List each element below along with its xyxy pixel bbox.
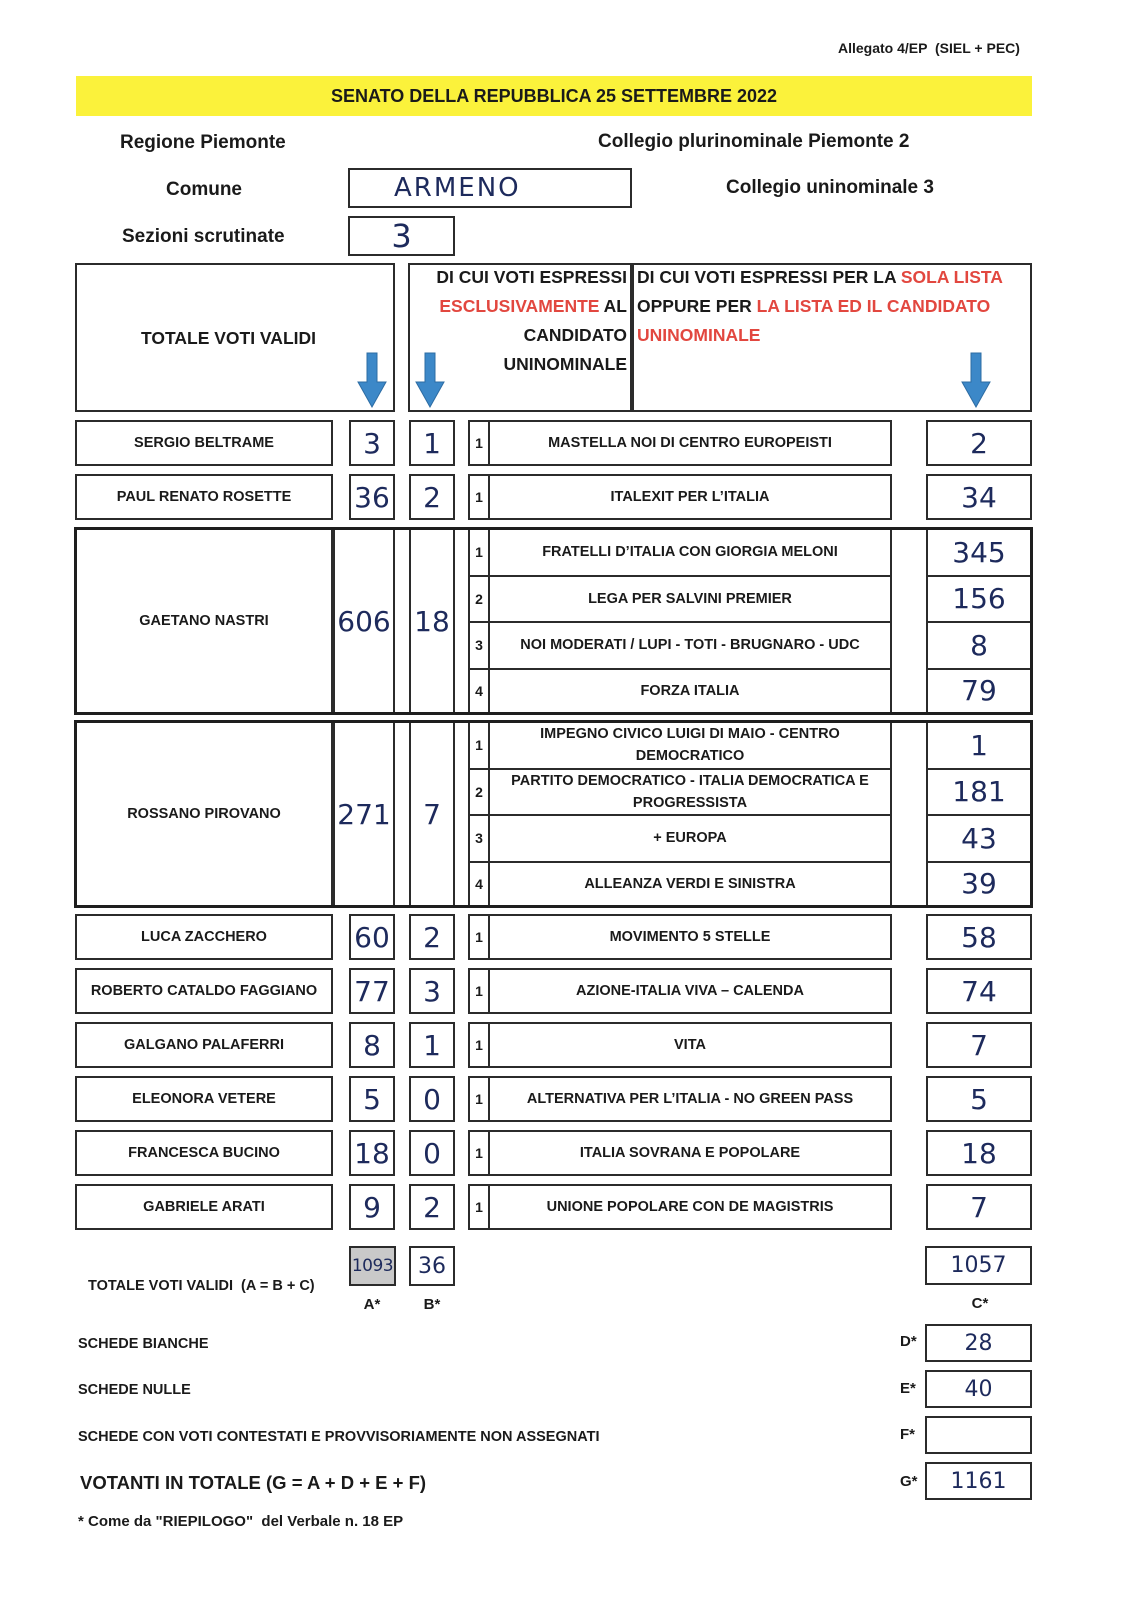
candidate-name: FRANCESCA BUCINO bbox=[75, 1130, 333, 1176]
total-a-tag: A* bbox=[363, 1296, 381, 1313]
header-highlight-text: ESCLUSIVAMENTE bbox=[439, 296, 600, 316]
total-votes-a: 77 bbox=[349, 968, 395, 1014]
list-number: 4 bbox=[470, 670, 490, 713]
total-votes-a: 5 bbox=[349, 1076, 395, 1122]
voters-total-tag: G* bbox=[900, 1473, 918, 1490]
sections-value: 3 bbox=[391, 217, 412, 255]
header-candidate-only-line bbox=[410, 292, 627, 321]
candidate-only-votes-b: 2 bbox=[409, 1184, 455, 1230]
list-row bbox=[468, 668, 892, 715]
down-arrow-icon bbox=[415, 352, 445, 408]
municipality-value: ARMENO bbox=[394, 173, 521, 203]
list-number: 2 bbox=[470, 770, 490, 815]
candidate-only-votes-b: 0 bbox=[409, 1076, 455, 1122]
list-name: IMPEGNO CIVICO LUIGI DI MAIO - CENTRO DEMOCRATICO bbox=[540, 726, 840, 765]
candidate-only-votes-b: 3 bbox=[409, 968, 455, 1014]
list-name: NOI MODERATI / LUPI - TOTI - BRUGNARO - UDC bbox=[520, 637, 860, 654]
candidate-name: PAUL RENATO ROSETTE bbox=[75, 474, 333, 520]
voters-total-value: 1161 bbox=[950, 1468, 1007, 1494]
header-text: AL bbox=[599, 296, 627, 316]
candidate-only-votes-b: 7 bbox=[409, 721, 455, 907]
list-name: LEGA PER SALVINI PREMIER bbox=[588, 590, 792, 607]
list-row bbox=[468, 420, 892, 466]
candidate-name: ROBERTO CATALDO FAGGIANO bbox=[75, 968, 333, 1014]
down-arrow-icon bbox=[961, 352, 991, 408]
header-highlight-text: LA LISTA ED IL CANDIDATO bbox=[756, 296, 991, 316]
total-votes-a: 3 bbox=[349, 420, 395, 466]
total-b-field bbox=[409, 1246, 455, 1286]
total-a-value: 1093 bbox=[351, 1256, 394, 1276]
list-row bbox=[468, 528, 892, 577]
list-number: 1 bbox=[470, 723, 490, 768]
list-name: + EUROPA bbox=[653, 830, 727, 847]
contested-ballots-field bbox=[925, 1416, 1032, 1454]
null-ballots-label: SCHEDE NULLE bbox=[78, 1382, 191, 1398]
list-number: 1 bbox=[470, 1132, 490, 1174]
list-votes-c: 34 bbox=[926, 474, 1032, 520]
list-votes-c: 345 bbox=[926, 528, 1032, 577]
totals-label: TOTALE VOTI VALIDI (A = B + C) bbox=[88, 1278, 315, 1294]
total-votes-a: 271 bbox=[333, 721, 395, 907]
total-votes-a: 60 bbox=[349, 914, 395, 960]
total-b-tag: B* bbox=[423, 1296, 441, 1313]
list-votes-c: 181 bbox=[926, 768, 1032, 817]
total-b-value: 36 bbox=[418, 1253, 446, 1279]
list-row bbox=[468, 861, 892, 908]
header-list-votes-line bbox=[637, 292, 1030, 321]
list-row bbox=[468, 1130, 892, 1176]
list-votes-c: 156 bbox=[926, 575, 1032, 624]
header-candidate-only-line: CANDIDATO bbox=[523, 325, 627, 345]
list-number: 2 bbox=[470, 577, 490, 622]
list-name: FRATELLI D’ITALIA CON GIORGIA MELONI bbox=[542, 544, 838, 561]
sections-label: Sezioni scrutinate bbox=[122, 226, 285, 247]
null-ballots-field bbox=[925, 1370, 1032, 1408]
total-votes-a: 18 bbox=[349, 1130, 395, 1176]
list-name: MASTELLA NOI DI CENTRO EUROPEISTI bbox=[548, 435, 832, 451]
list-votes-c: 58 bbox=[926, 914, 1032, 960]
list-name: MOVIMENTO 5 STELLE bbox=[609, 929, 771, 945]
blank-ballots-field bbox=[925, 1324, 1032, 1362]
list-row bbox=[468, 721, 892, 770]
list-votes-c: 79 bbox=[926, 668, 1032, 715]
candidate-only-votes-b: 2 bbox=[409, 914, 455, 960]
candidate-only-votes-b: 18 bbox=[409, 528, 455, 714]
list-row bbox=[468, 768, 892, 817]
list-number: 3 bbox=[470, 816, 490, 861]
list-row bbox=[468, 474, 892, 520]
list-number: 1 bbox=[470, 530, 490, 575]
list-votes-c: 1 bbox=[926, 721, 1032, 770]
list-number: 4 bbox=[470, 863, 490, 906]
list-row bbox=[468, 1076, 892, 1122]
total-c-tag: C* bbox=[971, 1295, 989, 1312]
list-name: VITA bbox=[674, 1037, 706, 1053]
list-name: FORZA ITALIA bbox=[640, 682, 740, 699]
header-candidate-only-line: UNINOMINALE bbox=[503, 354, 627, 374]
list-row bbox=[468, 1184, 892, 1230]
header-list-votes-line: UNINOMINALE bbox=[637, 325, 761, 345]
title-banner bbox=[76, 76, 1032, 116]
down-arrow-icon bbox=[357, 352, 387, 408]
list-name: AZIONE-ITALIA VIVA – CALENDA bbox=[576, 983, 804, 999]
header-text: OPPURE PER bbox=[637, 296, 757, 316]
list-row bbox=[468, 1022, 892, 1068]
list-votes-c: 2 bbox=[926, 420, 1032, 466]
list-number: 1 bbox=[470, 1078, 490, 1120]
candidate-name: ROSSANO PIROVANO bbox=[75, 721, 333, 907]
list-votes-c: 5 bbox=[926, 1076, 1032, 1122]
blank-ballots-label: SCHEDE BIANCHE bbox=[78, 1336, 209, 1352]
municipality-label: Comune bbox=[166, 179, 242, 200]
candidate-only-votes-b: 1 bbox=[409, 420, 455, 466]
list-name: ALLEANZA VERDI E SINISTRA bbox=[584, 875, 796, 892]
candidate-name: SERGIO BELTRAME bbox=[75, 420, 333, 466]
list-row bbox=[468, 814, 892, 863]
list-row bbox=[468, 968, 892, 1014]
list-votes-c: 7 bbox=[926, 1022, 1032, 1068]
single-college-label: Collegio uninominale 3 bbox=[726, 177, 934, 198]
footnote: * Come da "RIEPILOGO" del Verbale n. 18 EP bbox=[78, 1513, 404, 1530]
contested-ballots-label: SCHEDE CON VOTI CONTESTATI E PROVVISORIAMENTE NON ASSEGNATI bbox=[78, 1429, 600, 1445]
candidate-only-votes-b: 2 bbox=[409, 474, 455, 520]
total-votes-a: 36 bbox=[349, 474, 395, 520]
blank-ballots-value: 28 bbox=[964, 1330, 993, 1356]
sections-field bbox=[348, 216, 455, 256]
header-candidate-only-line: DI CUI VOTI ESPRESSI bbox=[436, 267, 627, 287]
header-list-votes-line bbox=[637, 263, 1030, 292]
total-c-value: 1057 bbox=[950, 1253, 1007, 1278]
list-votes-c: 43 bbox=[926, 814, 1032, 863]
list-number: 3 bbox=[470, 623, 490, 668]
list-row bbox=[468, 621, 892, 670]
region-label: Regione Piemonte bbox=[120, 132, 286, 153]
candidate-name: GABRIELE ARATI bbox=[75, 1184, 333, 1230]
candidate-only-votes-b: 0 bbox=[409, 1130, 455, 1176]
candidate-name: GALGANO PALAFERRI bbox=[75, 1022, 333, 1068]
header-text: DI CUI VOTI ESPRESSI PER LA bbox=[637, 267, 901, 287]
candidate-name: ELEONORA VETERE bbox=[75, 1076, 333, 1122]
total-votes-a: 606 bbox=[333, 528, 395, 714]
list-number: 1 bbox=[470, 476, 490, 518]
null-ballots-value: 40 bbox=[964, 1376, 993, 1402]
voters-total-field bbox=[925, 1462, 1032, 1500]
plural-college-label: Collegio plurinominale Piemonte 2 bbox=[598, 131, 910, 152]
list-number: 1 bbox=[470, 970, 490, 1012]
total-a-field bbox=[349, 1246, 396, 1286]
list-votes-c: 7 bbox=[926, 1184, 1032, 1230]
header-total-valid-label: TOTALE VOTI VALIDI bbox=[141, 328, 316, 348]
list-votes-c: 39 bbox=[926, 861, 1032, 908]
list-name: PARTITO DEMOCRATICO - ITALIA DEMOCRATICA E PROGRESSISTA bbox=[511, 772, 869, 811]
list-number: 1 bbox=[470, 916, 490, 958]
list-votes-c: 18 bbox=[926, 1130, 1032, 1176]
list-number: 1 bbox=[470, 1024, 490, 1066]
list-votes-c: 8 bbox=[926, 621, 1032, 670]
list-name: UNIONE POPOLARE CON DE MAGISTRIS bbox=[546, 1199, 834, 1215]
contested-ballots-tag: F* bbox=[900, 1426, 915, 1443]
municipality-field bbox=[348, 168, 632, 208]
list-votes-c: 74 bbox=[926, 968, 1032, 1014]
list-name: ITALIA SOVRANA E POPOLARE bbox=[579, 1145, 801, 1161]
attachment-label: Allegato 4/EP (SIEL + PEC) bbox=[838, 40, 1020, 56]
candidate-name: LUCA ZACCHERO bbox=[75, 914, 333, 960]
blank-ballots-tag: D* bbox=[900, 1333, 917, 1350]
list-number: 1 bbox=[470, 422, 490, 464]
candidate-only-votes-b: 1 bbox=[409, 1022, 455, 1068]
list-row bbox=[468, 914, 892, 960]
total-votes-a: 9 bbox=[349, 1184, 395, 1230]
list-row bbox=[468, 575, 892, 624]
total-c-field bbox=[925, 1246, 1032, 1285]
list-name: ITALEXIT PER L’ITALIA bbox=[610, 489, 770, 505]
voters-total-label: VOTANTI IN TOTALE (G = A + D + E + F) bbox=[80, 1472, 427, 1493]
header-total-valid bbox=[75, 263, 395, 412]
list-name: ALTERNATIVA PER L’ITALIA - NO GREEN PASS bbox=[526, 1091, 854, 1107]
total-votes-a: 8 bbox=[349, 1022, 395, 1068]
list-number: 1 bbox=[470, 1186, 490, 1228]
candidate-name: GAETANO NASTRI bbox=[75, 528, 333, 714]
page-title: SENATO DELLA REPUBBLICA 25 SETTEMBRE 2022 bbox=[330, 85, 778, 106]
header-highlight-text: SOLA LISTA bbox=[900, 267, 1003, 287]
null-ballots-tag: E* bbox=[900, 1380, 916, 1397]
